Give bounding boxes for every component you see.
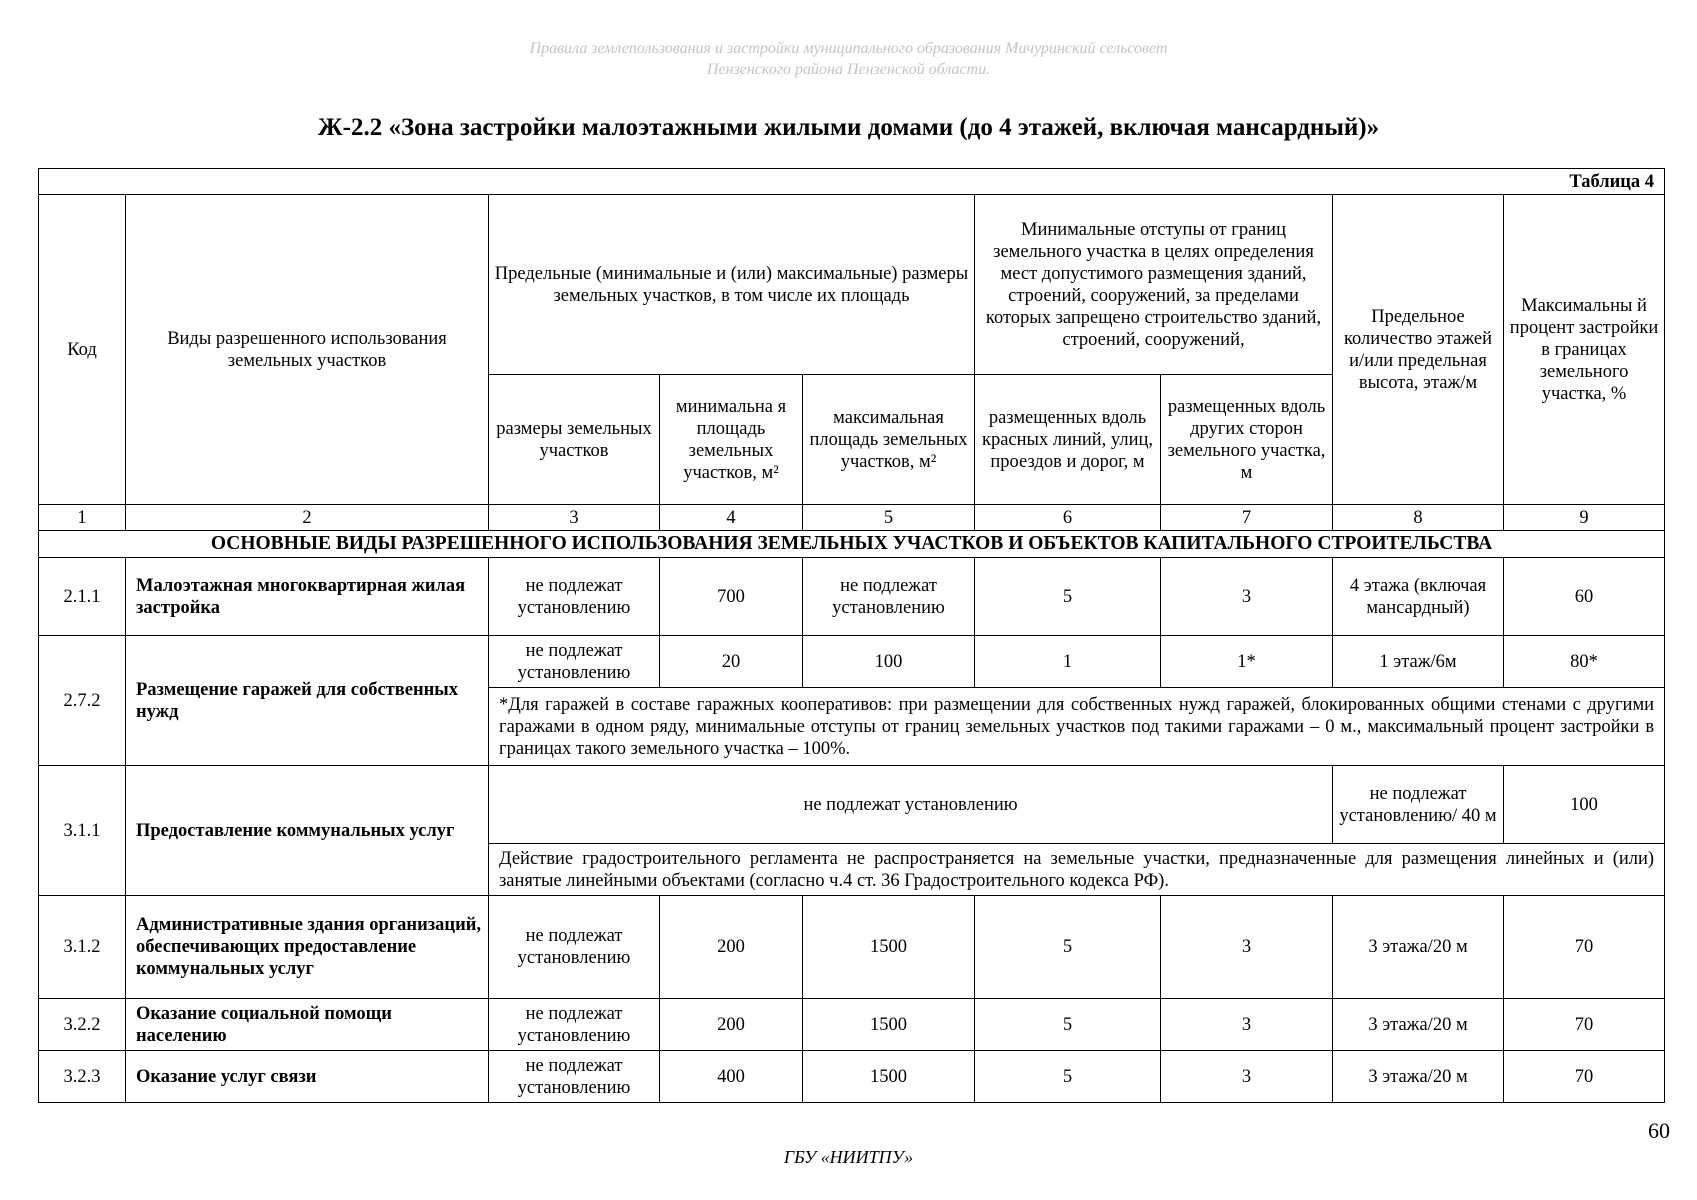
running-header — [0, 38, 1697, 80]
row-max-area: 1500 — [803, 896, 975, 999]
row-name: Размещение гаражей для собственных нужд — [126, 636, 489, 766]
header-setbacks: Минимальные отступы от границ земельного участка в целях определения мест допустимого размещения зданий, строений, сооружений, за пределами которых запрещено строительство зданий, строений, сооружений, — [975, 195, 1333, 375]
header-max-coverage: Максимальны й процент застройки в границах земельного участка, % — [1504, 195, 1665, 505]
row-floors: 4 этажа (включая мансардный) — [1333, 558, 1504, 636]
row-setback-red: 5 — [975, 558, 1161, 636]
row-floors: 1 этаж/6м — [1333, 636, 1504, 688]
column-number: 8 — [1333, 505, 1504, 531]
header-plot-sizes: размеры земельных участков — [489, 375, 660, 505]
row-coverage: 70 — [1504, 999, 1665, 1051]
zoning-regulations-table — [38, 168, 1665, 1103]
row-plot-sizes: не подлежат установлению — [489, 636, 660, 688]
row-max-area: 1500 — [803, 1051, 975, 1103]
row-code: 3.2.3 — [39, 1051, 126, 1103]
column-number: 5 — [803, 505, 975, 531]
section-title-row — [39, 531, 1665, 558]
row-floors: 3 этажа/20 м — [1333, 1051, 1504, 1103]
row-min-area: 700 — [660, 558, 803, 636]
row-coverage: 70 — [1504, 1051, 1665, 1103]
header-setback-other-sides: размещенных вдоль других сторон земельного участка, м — [1161, 375, 1333, 505]
row-floors: 3 этажа/20 м — [1333, 896, 1504, 999]
row-merged-value: не подлежат установлению — [489, 766, 1333, 844]
header-min-area: минимальна я площадь земельных участков, м² — [660, 375, 803, 505]
row-coverage: 100 — [1504, 766, 1665, 844]
row-code: 3.2.2 — [39, 999, 126, 1051]
row-setback-other: 3 — [1161, 1051, 1333, 1103]
row-name: Малоэтажная многоквартирная жилая застройка — [126, 558, 489, 636]
column-number: 1 — [39, 505, 126, 531]
row-setback-red: 5 — [975, 999, 1161, 1051]
row-name: Оказание социальной помощи населению — [126, 999, 489, 1051]
row-coverage: 80* — [1504, 636, 1665, 688]
page-footer: ГБУ «НИИТПУ» — [783, 1147, 914, 1167]
row-min-area: 20 — [660, 636, 803, 688]
row-code: 2.7.2 — [39, 636, 126, 766]
row-note: *Для гаражей в составе гаражных кооперативов: при размещении для собственных нужд гаражей, блокированных общими стенами с другими гаражами в одном ряду, минимальные отступы от границ земельных участков под такими гаражами – 0 м., максимальный процент застройки в границах такого земельного участка – 100%. — [489, 688, 1665, 766]
row-floors: 3 этажа/20 м — [1333, 999, 1504, 1051]
row-code: 3.1.1 — [39, 766, 126, 896]
header-setback-red-lines: размещенных вдоль красных линий, улиц, проездов и дорог, м — [975, 375, 1161, 505]
table-row — [39, 999, 1665, 1051]
row-floors: не подлежат установлению/ 40 м — [1333, 766, 1504, 844]
running-header-line1: Правила землепользования и застройки муниципального образования Мичуринский сельсовет — [529, 40, 1168, 57]
row-name: Административные здания организаций, обеспечивающих предоставление коммунальных услуг — [126, 896, 489, 999]
header-max-floors: Предельное количество этажей и/или предельная высота, этаж/м — [1333, 195, 1504, 505]
running-header-line2: Пензенского района Пензенской области. — [706, 61, 991, 78]
row-min-area: 400 — [660, 1051, 803, 1103]
row-setback-other: 1* — [1161, 636, 1333, 688]
header-code: Код — [39, 195, 126, 505]
row-max-area: 100 — [803, 636, 975, 688]
column-number: 3 — [489, 505, 660, 531]
page-number: 60 — [1648, 1118, 1670, 1143]
table-caption: Таблица 4 — [39, 169, 1665, 195]
row-setback-red: 5 — [975, 896, 1161, 999]
section-title: ОСНОВНЫЕ ВИДЫ РАЗРЕШЕННОГО ИСПОЛЬЗОВАНИЯ ЗЕМЕЛЬНЫХ УЧАСТКОВ И ОБЪЕКТОВ КАПИТАЛЬНОГО СТРОИТЕЛЬСТВА — [39, 531, 1665, 558]
table-row — [39, 558, 1665, 636]
column-number: 4 — [660, 505, 803, 531]
column-numbers-row — [39, 505, 1665, 531]
header-use-types: Виды разрешенного использования земельных участков — [126, 195, 489, 505]
row-note: Действие градостроительного регламента не распространяется на земельные участки, предназначенные для размещения линейных и (или) занятые линейными объектами (согласно ч.4 ст. 36 Градостроительного кодекса РФ). — [489, 844, 1665, 896]
table-caption-row — [39, 169, 1665, 195]
table-row — [39, 636, 1665, 688]
row-setback-other: 3 — [1161, 999, 1333, 1051]
row-max-area: 1500 — [803, 999, 975, 1051]
table-row — [39, 766, 1665, 844]
table-row — [39, 1051, 1665, 1103]
row-plot-sizes: не подлежат установлению — [489, 999, 660, 1051]
row-name: Оказание услуг связи — [126, 1051, 489, 1103]
row-max-area: не подлежат установлению — [803, 558, 975, 636]
row-plot-sizes: не подлежат установлению — [489, 558, 660, 636]
row-setback-other: 3 — [1161, 558, 1333, 636]
row-setback-red: 1 — [975, 636, 1161, 688]
row-coverage: 60 — [1504, 558, 1665, 636]
row-plot-sizes: не подлежат установлению — [489, 896, 660, 999]
row-name: Предоставление коммунальных услуг — [126, 766, 489, 896]
column-number: 2 — [126, 505, 489, 531]
row-code: 3.1.2 — [39, 896, 126, 999]
row-min-area: 200 — [660, 999, 803, 1051]
column-number: 7 — [1161, 505, 1333, 531]
header-row-main — [39, 195, 1665, 375]
page-title: Ж-2.2 «Зона застройки малоэтажными жилыми домами (до 4 этажей, включая мансардный)» — [317, 114, 1380, 141]
row-plot-sizes: не подлежат установлению — [489, 1051, 660, 1103]
row-code: 2.1.1 — [39, 558, 126, 636]
header-plot-limits: Предельные (минимальные и (или) максимальные) размеры земельных участков, в том числе их площадь — [489, 195, 975, 375]
row-coverage: 70 — [1504, 896, 1665, 999]
column-number: 9 — [1504, 505, 1665, 531]
table-row — [39, 896, 1665, 999]
row-setback-other: 3 — [1161, 896, 1333, 999]
row-min-area: 200 — [660, 896, 803, 999]
column-number: 6 — [975, 505, 1161, 531]
header-max-area: максимальная площадь земельных участков, м² — [803, 375, 975, 505]
row-setback-red: 5 — [975, 1051, 1161, 1103]
